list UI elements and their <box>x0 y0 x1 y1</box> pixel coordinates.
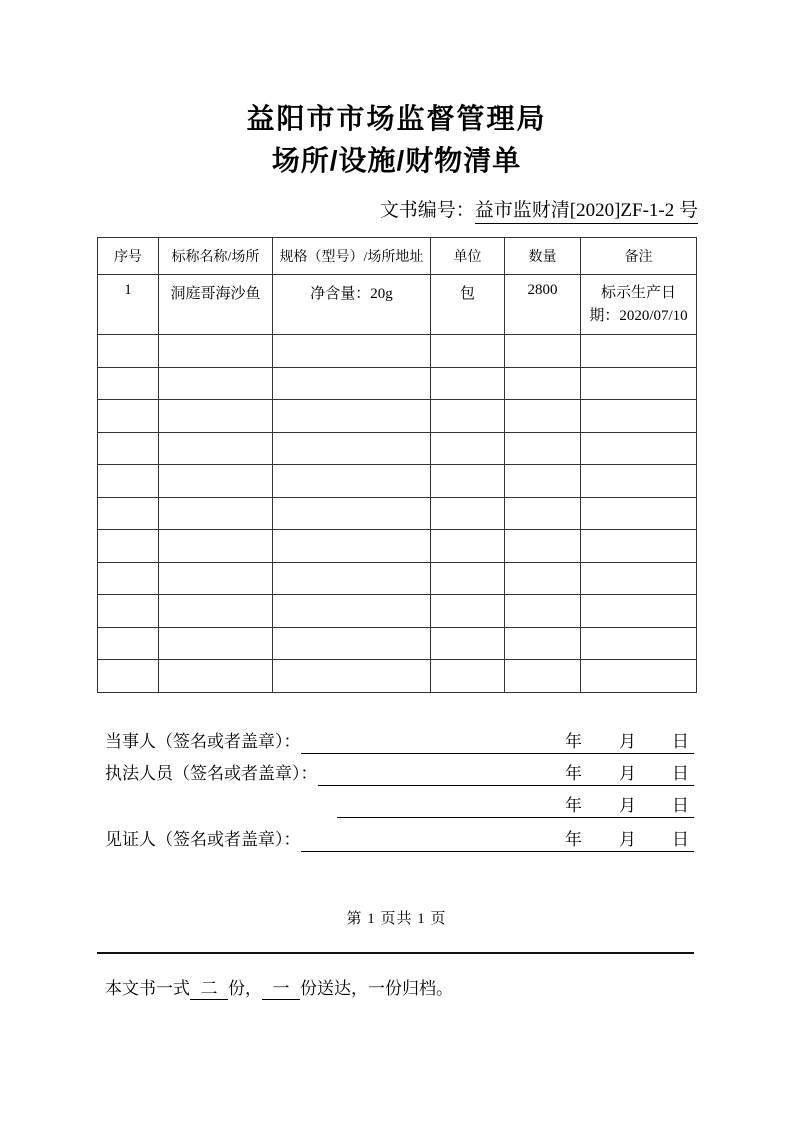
year-label: 年 <box>565 732 582 751</box>
empty-cell <box>273 432 431 465</box>
year-label: 年 <box>565 764 582 783</box>
empty-table-row <box>98 400 697 433</box>
col-header-seq: 序号 <box>98 238 159 275</box>
empty-cell <box>431 497 505 530</box>
empty-cell <box>98 497 159 530</box>
empty-cell <box>505 595 581 628</box>
empty-cell <box>98 595 159 628</box>
empty-cell <box>505 660 581 693</box>
empty-cell <box>159 627 273 660</box>
empty-cell <box>581 660 697 693</box>
col-header-qty: 数量 <box>505 238 581 275</box>
signature-row-witness <box>105 825 694 852</box>
day-label: 日 <box>672 764 689 783</box>
empty-cell <box>581 432 697 465</box>
org-title: 益阳市市场监督管理局 <box>246 103 547 134</box>
day-label: 日 <box>672 830 689 849</box>
col-header-spec: 规格（型号）/场所地址 <box>273 238 431 275</box>
empty-cell <box>159 497 273 530</box>
empty-cell <box>505 400 581 433</box>
empty-cell <box>431 627 505 660</box>
empty-cell <box>273 400 431 433</box>
empty-cell <box>505 562 581 595</box>
empty-cell <box>581 367 697 400</box>
empty-table-row <box>98 562 697 595</box>
empty-cell <box>431 530 505 563</box>
empty-cell <box>98 367 159 400</box>
empty-cell <box>431 595 505 628</box>
day-label: 日 <box>672 796 689 815</box>
year-label: 年 <box>565 830 582 849</box>
note-part-1: 本文书一式 <box>105 979 190 998</box>
empty-table-row <box>98 465 697 498</box>
signature-row-enforcer-2 <box>105 791 694 818</box>
empty-cell <box>273 465 431 498</box>
empty-cell <box>273 335 431 368</box>
empty-cell <box>273 530 431 563</box>
empty-cell <box>431 432 505 465</box>
empty-cell <box>159 660 273 693</box>
cell-name: 洞庭哥海沙鱼 <box>159 275 273 335</box>
empty-cell <box>581 497 697 530</box>
signature-row-enforcer <box>105 759 694 786</box>
day-label: 日 <box>672 732 689 751</box>
empty-table-row <box>98 530 697 563</box>
empty-cell <box>159 530 273 563</box>
empty-cell <box>581 335 697 368</box>
month-label: 月 <box>619 732 636 751</box>
signature-label-enforcer: 执法人员（签名或者盖章）： <box>105 764 318 783</box>
empty-cell <box>273 660 431 693</box>
month-label: 月 <box>619 764 636 783</box>
document-title: 场所/设施/财物清单 <box>271 145 522 176</box>
empty-cell <box>273 367 431 400</box>
empty-table-row <box>98 367 697 400</box>
empty-table-row <box>98 497 697 530</box>
empty-cell <box>159 562 273 595</box>
signature-label-party: 当事人（签名或者盖章）： <box>105 732 301 751</box>
doc-number-line <box>380 195 698 222</box>
signature-line <box>301 726 695 754</box>
empty-cell <box>273 497 431 530</box>
empty-table-row <box>98 627 697 660</box>
signature-label-witness: 见证人（签名或者盖章）： <box>105 830 301 849</box>
empty-cell <box>98 627 159 660</box>
empty-cell <box>98 400 159 433</box>
month-label: 月 <box>619 830 636 849</box>
empty-table-row <box>98 432 697 465</box>
note-part-3: 份送达，一份归档。 <box>300 979 453 998</box>
cell-seq: 1 <box>98 275 159 335</box>
empty-cell <box>98 465 159 498</box>
empty-cell <box>431 465 505 498</box>
empty-cell <box>581 530 697 563</box>
signature-line <box>301 824 695 852</box>
col-header-remark: 备注 <box>581 238 697 275</box>
empty-cell <box>581 400 697 433</box>
empty-cell <box>431 400 505 433</box>
empty-cell <box>581 627 697 660</box>
empty-cell <box>273 595 431 628</box>
cell-qty: 2800 <box>505 275 581 335</box>
footer-divider <box>97 952 694 954</box>
empty-cell <box>505 335 581 368</box>
empty-cell <box>505 627 581 660</box>
note-part-2: 份， <box>228 979 262 998</box>
empty-cell <box>581 562 697 595</box>
empty-cell <box>505 465 581 498</box>
empty-cell <box>505 432 581 465</box>
page-number: 第 1 页共 1 页 <box>346 911 447 927</box>
empty-cell <box>159 400 273 433</box>
empty-cell <box>159 367 273 400</box>
empty-cell <box>273 627 431 660</box>
empty-cell <box>98 562 159 595</box>
empty-cell <box>98 335 159 368</box>
inventory-table <box>97 237 697 693</box>
cell-unit: 包 <box>431 275 505 335</box>
empty-cell <box>159 465 273 498</box>
doc-number-label: 文书编号： <box>379 200 475 221</box>
note-blank-copies: 二 <box>190 974 228 1000</box>
empty-cell <box>431 660 505 693</box>
empty-cell <box>431 367 505 400</box>
copies-note <box>105 974 453 1000</box>
month-label: 月 <box>619 796 636 815</box>
empty-cell <box>159 335 273 368</box>
empty-cell <box>505 530 581 563</box>
empty-table-row <box>98 660 697 693</box>
empty-cell <box>581 595 697 628</box>
signature-line <box>337 790 694 818</box>
remark-line-1: 标示生产日 <box>600 285 676 301</box>
inventory-table-body <box>98 275 697 693</box>
year-label: 年 <box>565 796 582 815</box>
cell-spec: 净含量：20g <box>273 275 431 335</box>
empty-cell <box>98 530 159 563</box>
empty-table-row <box>98 335 697 368</box>
cell-remark <box>581 275 697 335</box>
signature-line <box>318 758 695 786</box>
empty-cell <box>431 562 505 595</box>
table-header-row <box>98 238 697 275</box>
col-header-unit: 单位 <box>431 238 505 275</box>
empty-table-row <box>98 595 697 628</box>
empty-cell <box>505 367 581 400</box>
empty-cell <box>505 497 581 530</box>
remark-line-2: 期：2020/07/10 <box>589 308 688 324</box>
empty-cell <box>431 335 505 368</box>
empty-cell <box>581 465 697 498</box>
empty-cell <box>98 432 159 465</box>
empty-cell <box>159 432 273 465</box>
note-blank-delivered: 一 <box>262 974 300 1000</box>
empty-cell <box>98 660 159 693</box>
table-row <box>98 275 697 335</box>
empty-cell <box>273 562 431 595</box>
doc-number-value: 益市监财清[2020]ZF-1-2 号 <box>475 200 698 224</box>
col-header-name: 标称名称/场所 <box>159 238 273 275</box>
signature-row-party <box>105 727 694 754</box>
empty-cell <box>159 595 273 628</box>
